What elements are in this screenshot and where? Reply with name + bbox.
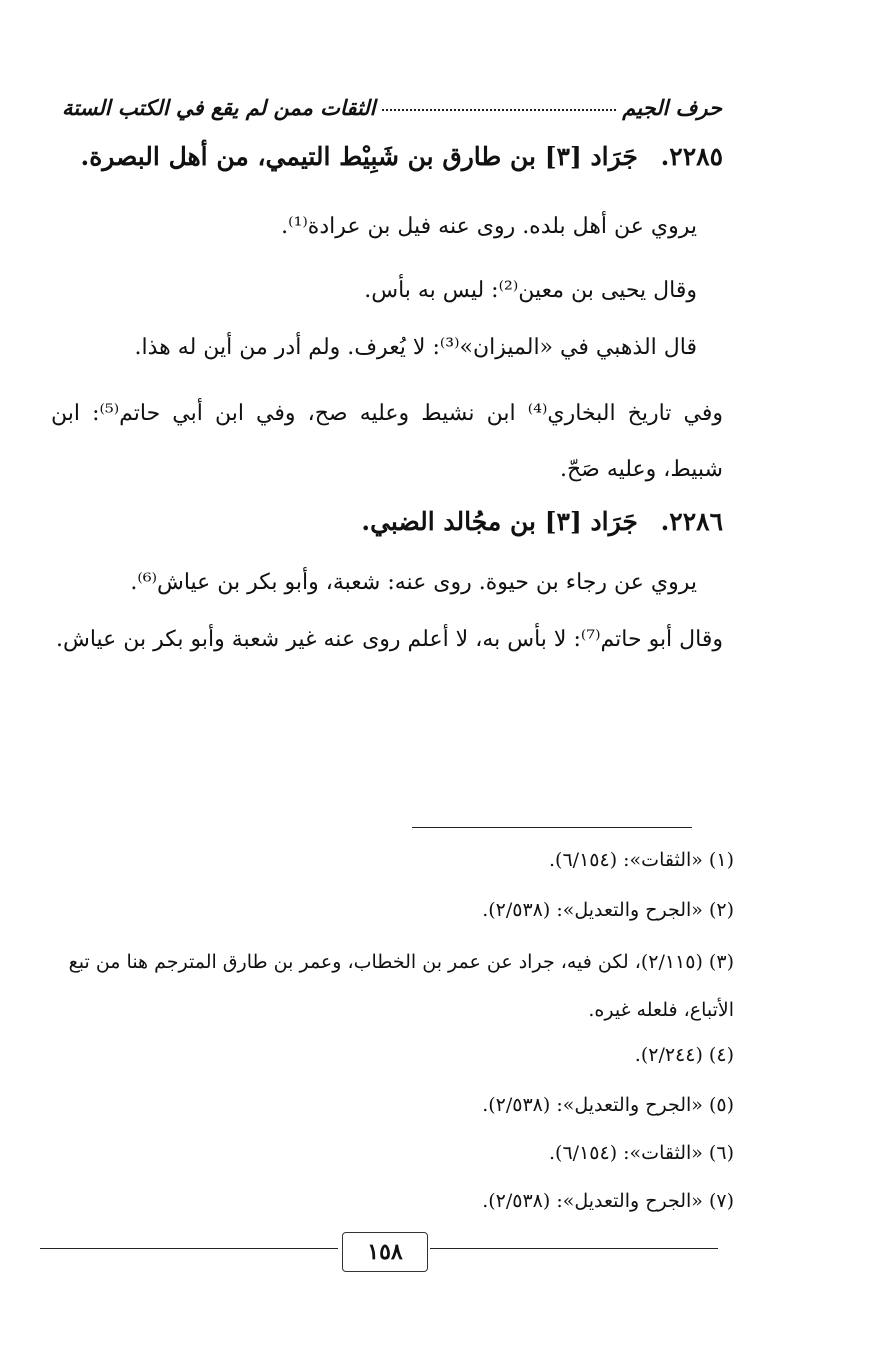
entry-paragraph: يروي عن أهل بلده. روى عنه فيل بن عرادة⁽¹⁾. <box>281 214 697 239</box>
entry-name: جَرَاد [٣] بن طارق بن شَبِيْط التيمي، من أهل البصرة. <box>80 142 638 171</box>
entry-paragraph: وقال أبو حاتم⁽⁷⁾: لا بأس به، لا أعلم روى عنه غير شعبة وأبو بكر بن عياش. <box>55 627 723 652</box>
footnote: (٢) «الجرح والتعديل»: (٢/٥٣٨). <box>482 899 734 921</box>
page-number: ١٥٨ <box>367 1239 403 1265</box>
footer-rule-right <box>430 1248 718 1249</box>
entry-number: ٢٢٨٥. <box>660 142 723 171</box>
entry-heading <box>123 507 723 536</box>
header-book-title: الثقات ممن لم يقع في الكتب الستة <box>62 95 376 120</box>
entry-heading <box>80 142 723 171</box>
page-number-badge <box>342 1232 428 1272</box>
entry-name: جَرَاد [٣] بن مجُالد الضبي. <box>361 507 638 536</box>
entry-paragraph: قال الذهبي في «الميزان»⁽³⁾: لا يُعرف. ولم أدر من أين له هذا. <box>134 335 697 360</box>
header-chapter: حرف الجيم <box>622 95 722 120</box>
footnote: (٥) «الجرح والتعديل»: (٢/٥٣٨). <box>482 1094 734 1116</box>
header-dot-leader <box>382 109 617 111</box>
footnote: (٤) (٢/٢٤٤). <box>634 1044 734 1066</box>
footnote: (٣) (٢/١١٥)، لكن فيه، جراد عن عمر بن الخطاب، وعمر بن طارق المترجم هنا من تبع الأتباع، فلعله غيره. <box>68 951 734 1021</box>
entry-paragraph: وقال يحيى بن معين⁽²⁾: ليس به بأس. <box>364 278 697 303</box>
entry-number: ٢٢٨٦. <box>660 507 723 536</box>
footnote: (١) «الثقات»: (٦/١٥٤). <box>549 849 734 871</box>
footnote-separator <box>412 827 692 828</box>
footnote: (٦) «الثقات»: (٦/١٥٤). <box>549 1142 734 1164</box>
entry-paragraph: وفي تاريخ البخاري⁽⁴⁾ ابن نشيط وعليه صح، وفي ابن أبي حاتم⁽⁵⁾: ابن شبيط، وعليه صَحّ. <box>51 401 724 482</box>
entry-paragraph: يروي عن رجاء بن حيوة. روى عنه: شعبة، وأبو بكر بن عياش⁽⁶⁾. <box>130 570 697 595</box>
running-header <box>62 86 722 120</box>
footnote: (٧) «الجرح والتعديل»: (٢/٥٣٨). <box>482 1190 734 1212</box>
footer-rule-left <box>40 1248 338 1249</box>
